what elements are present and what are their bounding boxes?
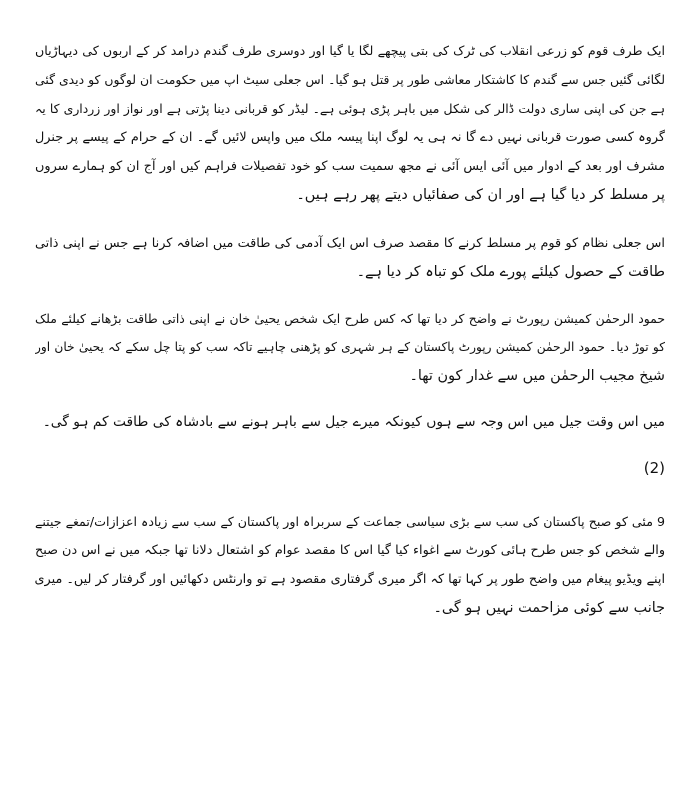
text-line: طاقت کے حصول کیلئے پورے ملک کو تباہ کر دیا ہے۔ xyxy=(356,264,665,280)
text-line: ایک طرف قوم کو زرعی انقلاب کی ٹرک کی بتی پیچھے لگا یا گیا اور دوسری طرف گندم درامد کر کے اربوں کی دیہاڑیاں xyxy=(35,43,665,58)
text-line: مشرف اور بعد کے ادوار میں آئی ایس آئی نے مجھ سمیت سب کو خود تفصیلات فراہم کیں اور آج ان کو ہمارے سروں xyxy=(35,159,665,174)
paragraph-jail xyxy=(35,408,665,437)
text-line: گروہ کسی صورت قربانی نہیں دے گا نہ ہی یہ لوگ اپنا پیسہ ملک میں واپس لائیں گے۔ ان کے حرام کے پیسے پر جنرل xyxy=(35,130,665,145)
text-line: لگائی گئیں جس سے گندم کا کاشتکار معاشی طور پر قتل ہو گیا۔ اس جعلی سیٹ اپ میں حکومت ان لوگوں کو دیدی گئی xyxy=(35,72,665,87)
paragraph-may-9 xyxy=(35,507,665,623)
section-number: (2) xyxy=(643,459,665,477)
paragraph-fake-system xyxy=(35,229,665,287)
paragraph-commission-report xyxy=(35,304,665,391)
text-line: جانب سے کوئی مزاحمت نہیں ہو گی۔ xyxy=(433,600,665,616)
text-line: اپنے ویڈیو پیغام میں واضح طور پر کہا تھا کہ اگر میری گرفتاری مقصود ہے تو وارنٹس دکھائیں اور گرفتار کر لیں۔ میری xyxy=(35,572,665,587)
document-page xyxy=(35,36,665,623)
text-line: اس جعلی نظام کو قوم پر مسلط کرنے کا مقصد صرف اس ایک آدمی کی طاقت میں اضافہ کرنا ہے جس نے اپنی ذاتی xyxy=(35,236,665,251)
text-line: والے شخص کو جس طرح ہائی کورٹ سے اغواء کیا گیا اس کا مقصد عوام کو اشتعال دلانا تھا جبکہ میں نے اس دن صبح xyxy=(35,543,665,558)
text-line: کو توڑ دیا۔ حمود الرحمٰن کمیشن رپورٹ پاکستان کے ہر شہری کو پڑھنی چاہیے تاکہ سب کو پتا چل سکے کہ یحییٰ خان اور xyxy=(35,340,665,354)
text-line: ہے جن کی اپنی ساری دولت ڈالر کی شکل میں باہر پڑی ہوئی ہے۔ لیڈر کو قربانی دینا پڑتی ہے اور نواز اور زرداری کا یہ xyxy=(35,101,665,116)
text-line: 9 مئی کو صبح پاکستان کی سب سے بڑی سیاسی جماعت کے سربراہ اور پاکستان کے سب سے زیادہ اعزازات/تمغے جیتنے xyxy=(35,514,665,529)
text-line: پر مسلط کر دیا گیا ہے اور ان کی صفائیاں دیتے پھر رہے ہیں۔ xyxy=(296,187,665,203)
text-line: حمود الرحمٰن کمیشن رپورٹ نے واضح کر دیا تھا کہ کس طرح ایک شخص یحییٰ خان نے اپنی ذاتی طاقت بڑھانے کیلئے ملک xyxy=(35,311,665,326)
paragraph-agriculture-and-government xyxy=(35,36,665,210)
text-line: شیخ مجیب الرحمٰن میں سے غدار کون تھا۔ xyxy=(409,368,665,384)
text-line: میں اس وقت جیل میں اس وجہ سے ہوں کیونکہ میرے جیل سے باہر ہونے سے بادشاہ کی طاقت کم ہو گی۔ xyxy=(42,414,665,430)
